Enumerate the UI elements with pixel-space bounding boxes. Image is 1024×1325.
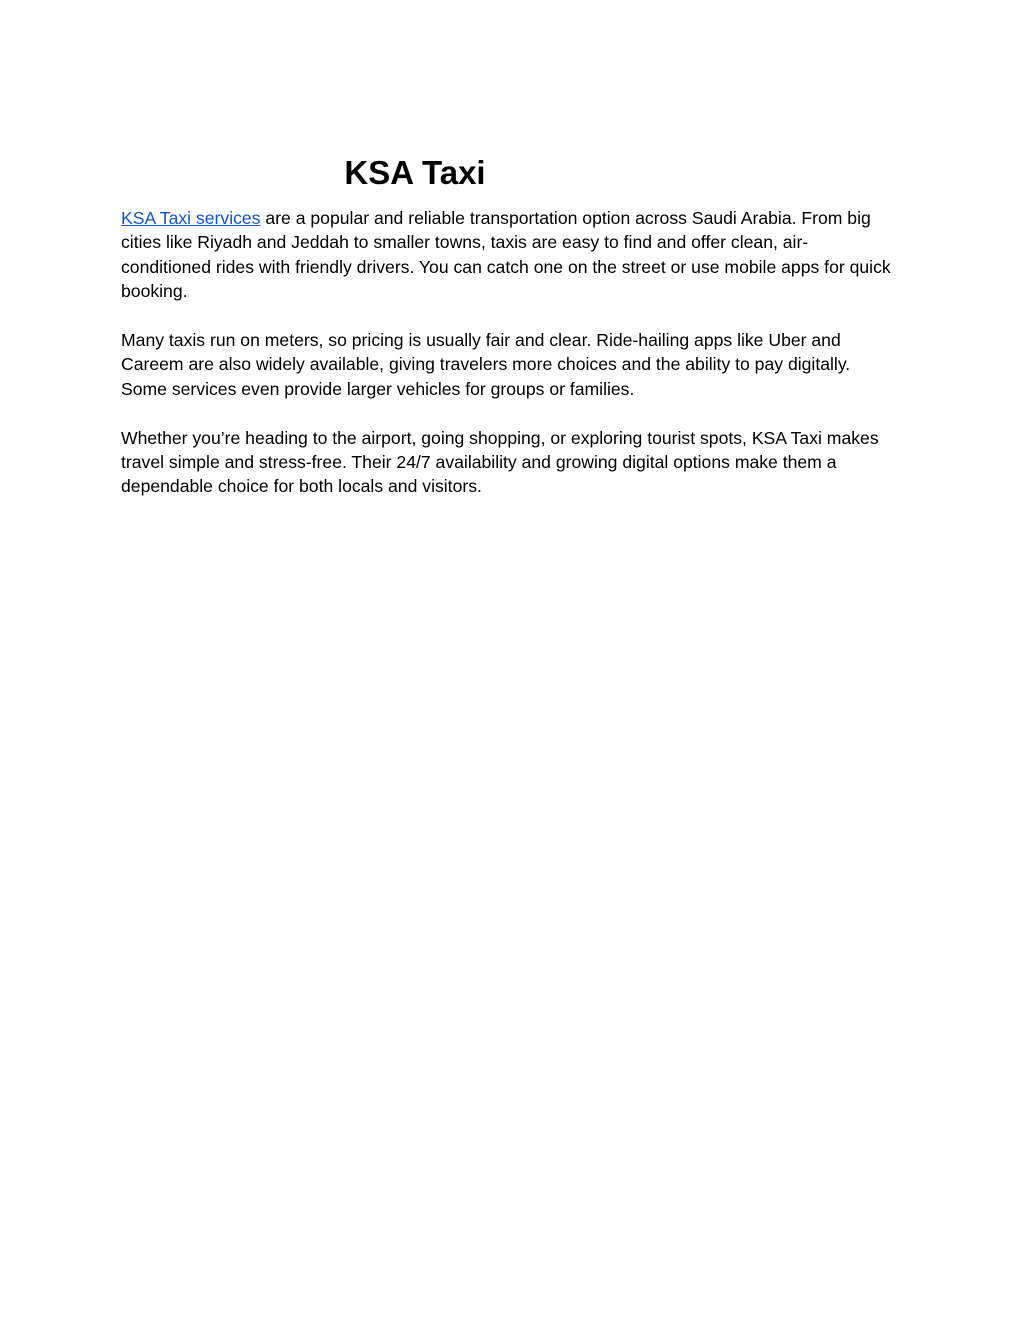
- paragraph-intro-text: are a popular and reliable transportation option across Saudi Arabia. From big cities like Riyadh and Jeddah to smaller towns, taxis are easy to find and offer clean, air-conditioned rides with friendly drivers. You can catch one on the street or use mobile apps for quick booking.: [121, 208, 891, 302]
- paragraph-intro: [121, 206, 896, 304]
- paragraph-conclusion: Whether you’re heading to the airport, going shopping, or exploring tourist spots, KSA Taxi makes travel simple and stress-free. Their 24/7 availability and growing digital options make them a dependable choice for both locals and visitors.: [121, 427, 879, 497]
- ksa-taxi-services-link[interactable]: KSA Taxi services: [121, 208, 261, 228]
- document-body: [121, 206, 896, 523]
- page-title: KSA Taxi: [344, 154, 486, 191]
- paragraph-pricing: Many taxis run on meters, so pricing is usually fair and clear. Ride-hailing apps like Uber and Careem are also widely available, giving travelers more choices and the ability to pay digitally. Some services even provide larger vehicles for groups or families.: [121, 330, 851, 399]
